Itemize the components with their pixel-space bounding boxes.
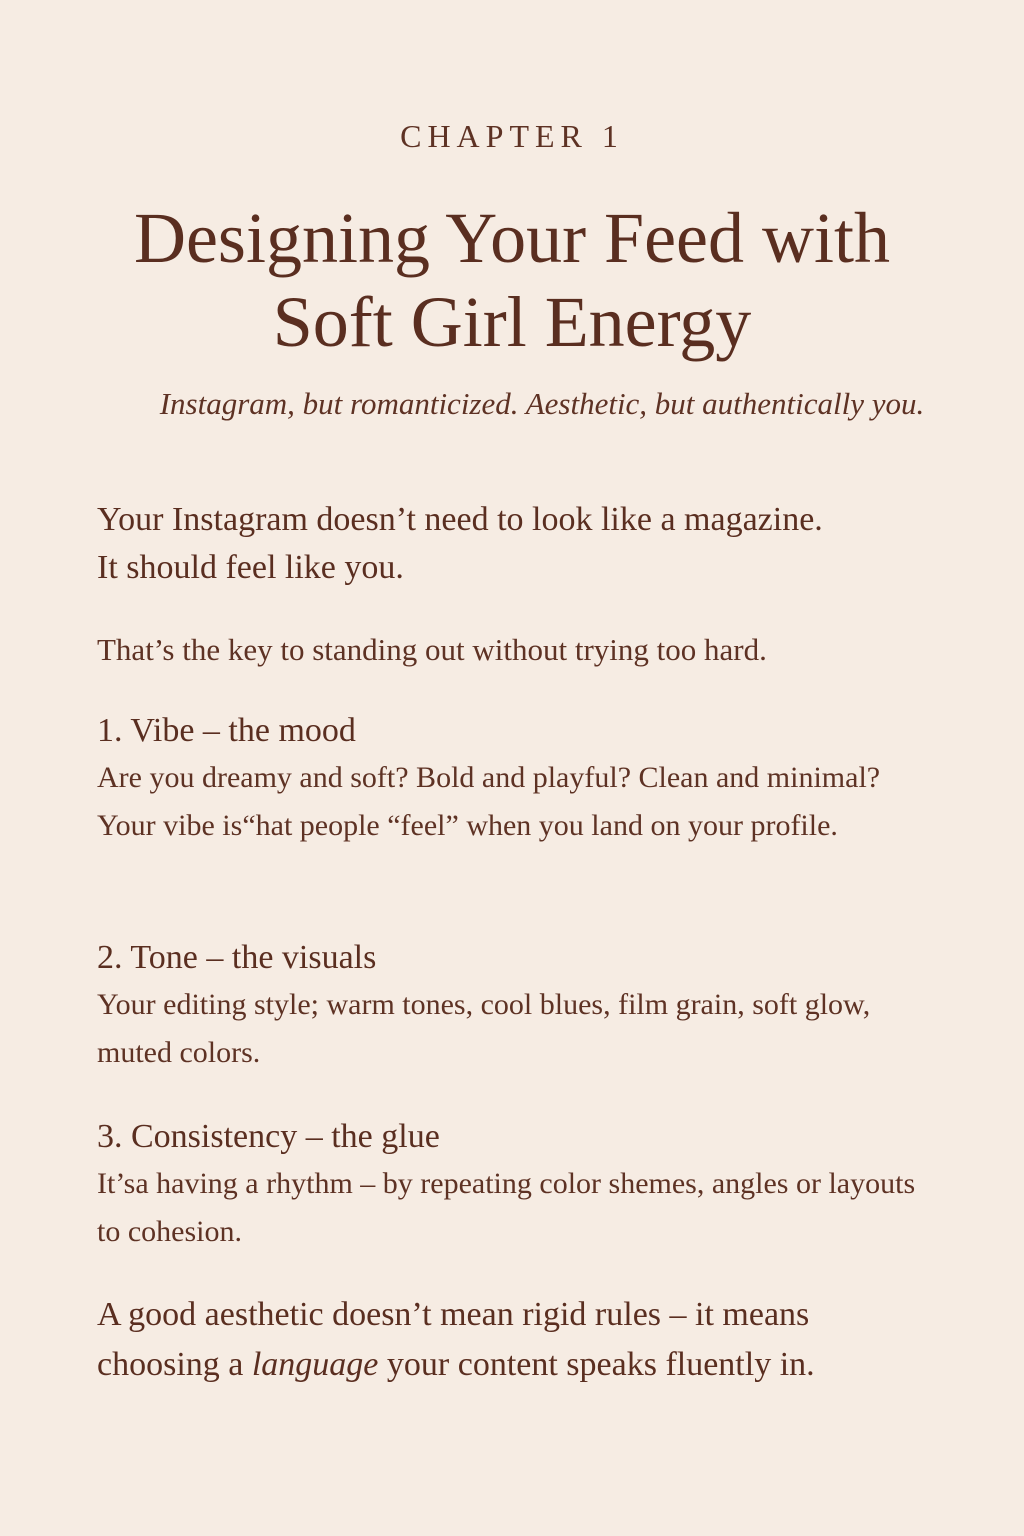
chapter-title-line-1: Designing Your Feed with — [133, 198, 891, 278]
section-text: Are you dreamy and soft? Bold and playful? Clean and minimal? Your vibe is“hat people “feel” when you land on your profile. — [97, 761, 881, 842]
key-line: That’s the key to standing out without trying too hard. — [97, 632, 767, 667]
section-text: Your editing style; warm tones, cool blues, film grain, soft glow, muted colors. — [97, 988, 871, 1069]
closing-paragraph — [97, 1290, 937, 1390]
chapter-title — [60, 196, 964, 364]
chapter-subtitle: Instagram, but romanticized. Aesthetic, but authentically you. — [159, 386, 925, 421]
section-text: It’sa having a rhythm – by repeating color shemes, angles or layouts to cohesion. — [97, 1167, 916, 1248]
intro-line-2: It should feel like you. — [97, 549, 404, 586]
section-heading: 1. Vibe – the mood — [97, 712, 356, 749]
intro-line-1: Your Instagram doesn’t need to look like a magazine. — [97, 501, 823, 538]
section-vibe — [97, 708, 937, 850]
section-tone — [97, 935, 937, 1077]
section-heading: 2. Tone – the visuals — [97, 939, 377, 976]
closing-emphasis: language — [251, 1346, 379, 1383]
closing-text-after: your content speaks fluently in. — [378, 1346, 815, 1383]
chapter-title-line-2: Soft Girl Energy — [272, 282, 752, 362]
section-consistency — [97, 1114, 937, 1256]
intro-paragraph — [97, 496, 937, 592]
closing-text-before: A good aesthetic doesn’t mean rigid rules – it means choosing a — [97, 1296, 810, 1383]
chapter-label: CHAPTER 1 — [400, 118, 624, 154]
section-heading: 3. Consistency – the glue — [97, 1118, 440, 1155]
